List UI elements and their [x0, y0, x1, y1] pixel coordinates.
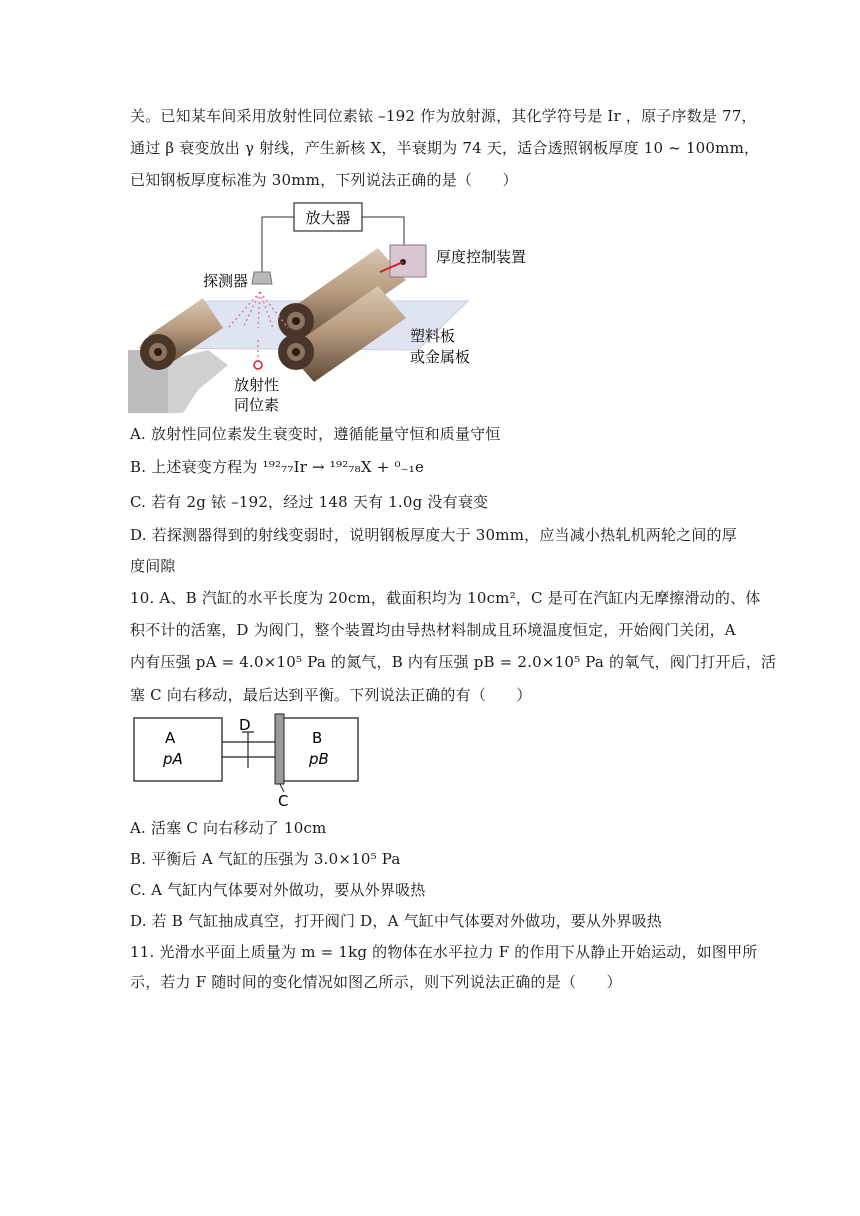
q9-option-c: C. 若有 2g 铱 –192，经过 148 天有 1.0g 没有衰变: [130, 493, 489, 511]
q10-option-d: D. 若 B 气缸抽成真空，打开阀门 D，A 气缸中气体要对外做功，要从外界吸热: [130, 912, 662, 930]
q9-option-b: B. 上述衰变方程为 ¹⁹²₇₇Ir → ¹⁹²₇₈X + ⁰₋₁e: [130, 458, 425, 476]
q10-stem-line-4: 塞 C 向右移动，最后达到平衡。下列说法正确的有（ ）: [130, 686, 532, 704]
piston-c: [275, 714, 284, 784]
q10-stem-line-2: 积不计的活塞，D 为阀门，整个装置均由导热材料制成且环境温度恒定，开始阀门关闭，A: [130, 621, 736, 639]
label-pb: pB: [309, 750, 329, 768]
rolling-mill-figure: [128, 200, 548, 415]
q9-option-d: D. 若探测器得到的射线变弱时，说明钢板厚度大于 30mm，应当减小热轧机两轮之间的厚: [130, 526, 737, 544]
label-a: A: [165, 729, 176, 747]
q9-stem-line-1: 关。已知某车间采用放射性同位素铱 –192 作为放射源，其化学符号是 Ir ，原子序数是 77，: [130, 107, 757, 125]
detector: [252, 272, 272, 284]
ground-rubble: [168, 350, 228, 413]
thickness-control-label: 厚度控制装置: [436, 248, 527, 266]
radioactive-source: [254, 361, 262, 369]
label-c: C: [278, 792, 289, 810]
detector-label: 探测器: [203, 272, 249, 290]
label-b: B: [312, 729, 323, 747]
source-label-1: 放射性: [234, 376, 280, 394]
q10-option-c: C. A 气缸内气体要对外做功，要从外界吸热: [130, 881, 426, 899]
q10-option-a: A. 活塞 C 向右移动了 10cm: [130, 819, 327, 837]
q10-option-b: B. 平衡后 A 气缸的压强为 3.0×10⁵ Pa: [130, 850, 401, 868]
q9-option-a: A. 放射性同位素发生衰变时，遵循能量守恒和质量守恒: [130, 425, 501, 443]
amplifier-wire-left: [262, 217, 294, 272]
amplifier-label: 放大器: [305, 209, 351, 227]
q10-stem-line-3: 内有压强 pA = 4.0×10⁵ Pa 的氮气，B 内有压强 pB = 2.0×10⁵ Pa 的氧气，阀门打开后，活: [130, 653, 777, 671]
label-pa: pA: [163, 750, 183, 768]
q11-stem-line-1: 11. 光滑水平面上质量为 m = 1kg 的物体在水平拉力 F 的作用下从静止开始运动，如图甲所: [130, 943, 758, 961]
cylinder-figure: [130, 712, 370, 810]
q10-stem-line-1: 10. A、B 汽缸的水平长度为 20cm，截面积均为 10cm²，C 是可在汽缸内无摩擦滑动的、体: [130, 589, 761, 607]
q9-option-d-cont: 度间隙: [130, 557, 176, 575]
board-label-2: 或金属板: [410, 348, 471, 366]
q11-stem-line-2: 示，若力 F 随时间的变化情况如图乙所示，则下列说法正确的是（ ）: [130, 973, 622, 991]
q9-stem-line-3: 已知钢板厚度标准为 30mm，下列说法正确的是（ ）: [130, 171, 518, 189]
thickness-control-box: [390, 245, 426, 277]
source-label-2: 同位素: [234, 396, 280, 414]
label-d: D: [239, 716, 251, 734]
q9-stem-line-2: 通过 β 衰变放出 γ 射线，产生新核 X，半衰期为 74 天，适合透照钢板厚度 10 ~ 100mm，: [130, 139, 760, 157]
board-label-1: 塑料板: [410, 327, 456, 345]
